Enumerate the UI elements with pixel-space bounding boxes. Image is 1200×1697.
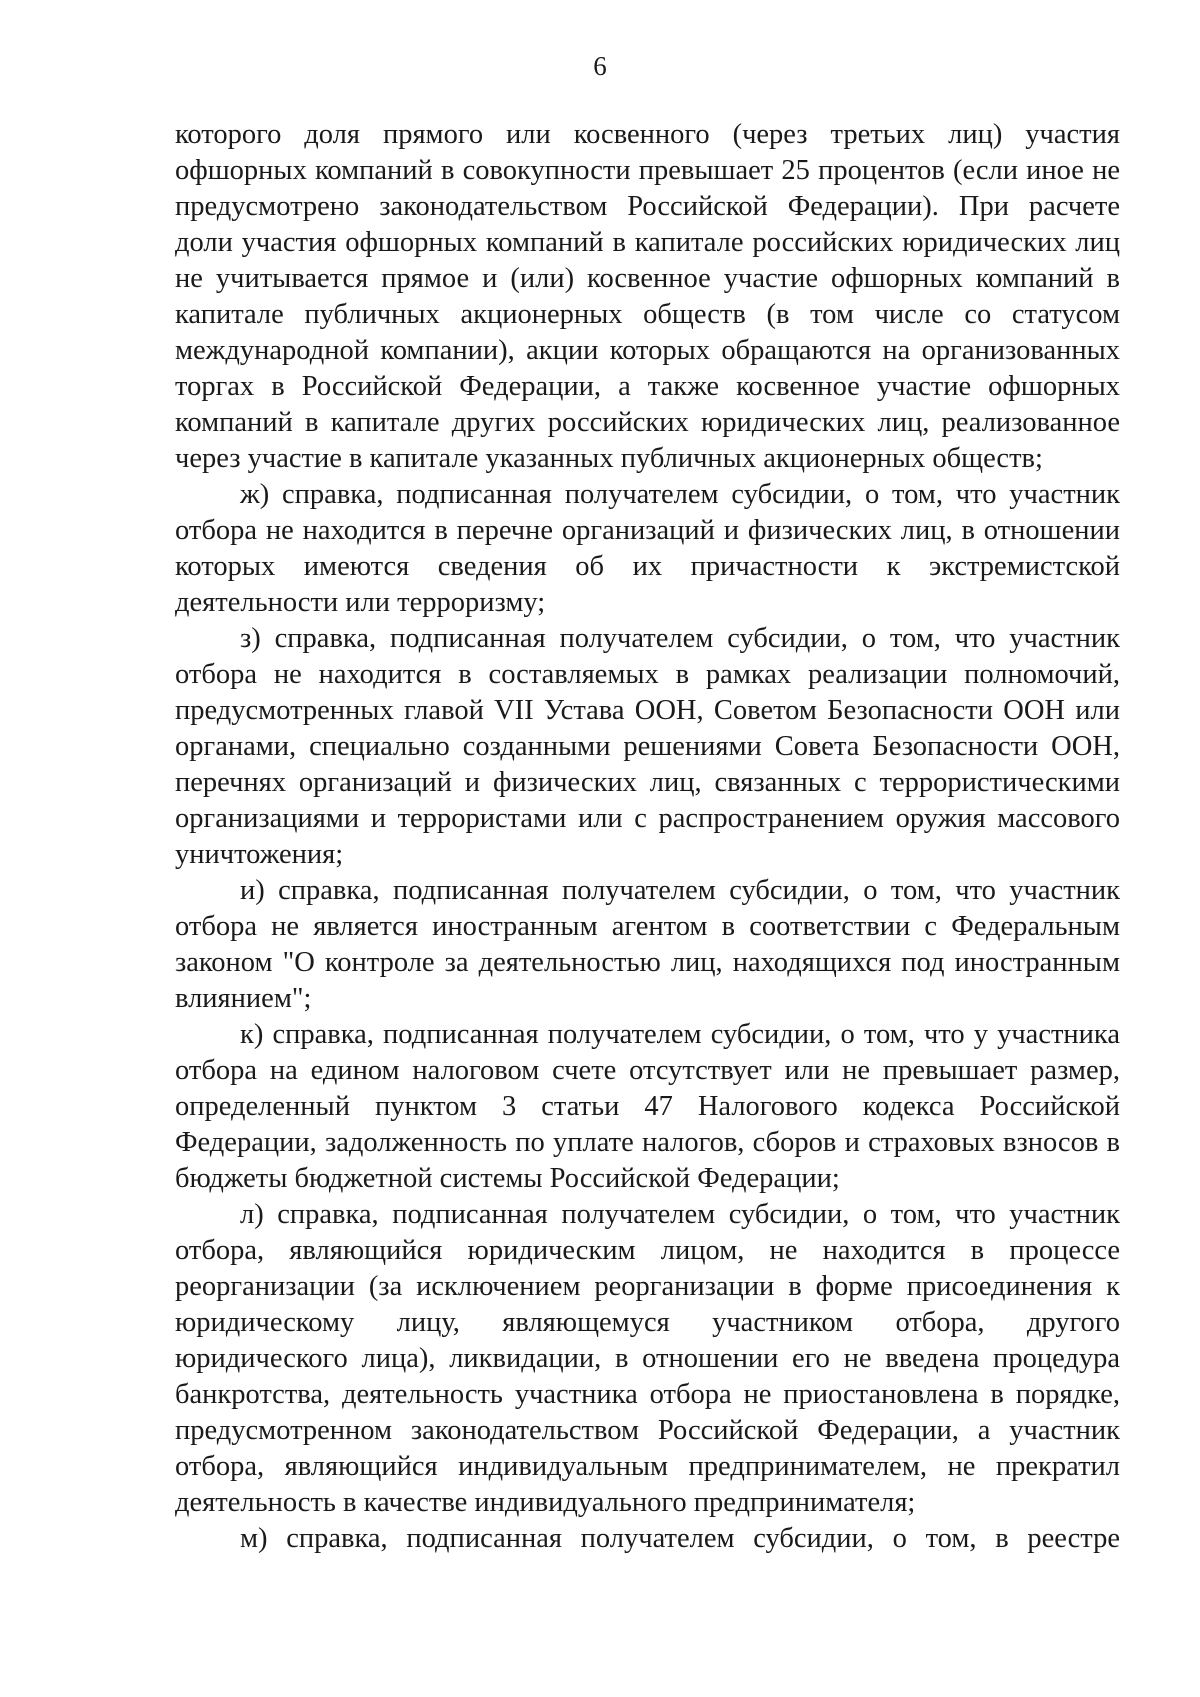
- paragraph-continuation: которого доля прямого или косвенного (через третьих лиц) участия офшорных компаний в совокупности превышает 25 процентов (если иное не предусмотрено законодательством Российской Федерации). При расчете доли участия офшорных компаний в капитале российских юридических лиц не учитывается прямое и (или) косвенное участие офшорных компаний в капитале публичных акционерных обществ (в том числе со статусом международной компании), акции которых обращаются на организованных торгах в Российской Федерации, а также косвенное участие офшорных компаний в капитале других российских юридических лиц, реализованное через участие в капитале указанных публичных акционерных обществ;: [175, 119, 1120, 474]
- paragraph-item-z: з) справка, подписанная получателем субсидии, о том, что участник отбора не находится в составляемых в рамках реализации полномочий, предусмотренных главой VII Устава ООН, Советом Безопасности ООН или органами, специально созданными решениями Совета Безопасности ООН, перечнях организаций и физических лиц, связанных с террористическими организациями и террористами или с распространением оружия массового уничтожения;: [175, 623, 1120, 870]
- paragraph-item-m: м) справка, подписанная получателем субсидии, о том, в реестре: [240, 1523, 1120, 1554]
- document-body: [175, 117, 1120, 1557]
- paragraph-item-l: л) справка, подписанная получателем субсидии, о том, что участник отбора, являющийся юридическим лицом, не находится в процессе реорганизации (за исключением реорганизации в форме присоединения к юридическому лицу, являющемуся участником отбора, другого юридического лица), ликвидации, в отношении его не введена процедура банкротства, деятельность участника отбора не приостановлена в порядке, предусмотренном законодательством Российской Федерации, а участник отбора, являющийся индивидуальным предпринимателем, не прекратил деятельность в качестве индивидуального предпринимателя;: [175, 1199, 1120, 1518]
- paragraph-item-zh: ж) справка, подписанная получателем субсидии, о том, что участник отбора не находится в перечне организаций и физических лиц, в отношении которых имеются сведения об их причастности к экстремистской деятельности или терроризму;: [175, 479, 1120, 618]
- page-number: 6: [593, 51, 607, 81]
- paragraph-item-i: и) справка, подписанная получателем субсидии, о том, что участник отбора не является иностранным агентом в соответствии с Федеральным законом "О контроле за деятельностью лиц, находящихся под иностранным влиянием";: [175, 875, 1120, 1014]
- paragraph-item-k: к) справка, подписанная получателем субсидии, о том, что у участника отбора на едином налоговом счете отсутствует или не превышает размер, определенный пунктом 3 статьи 47 Налогового кодекса Российской Федерации, задолженность по уплате налогов, сборов и страховых взносов в бюджеты бюджетной системы Российской Федерации;: [175, 1019, 1120, 1194]
